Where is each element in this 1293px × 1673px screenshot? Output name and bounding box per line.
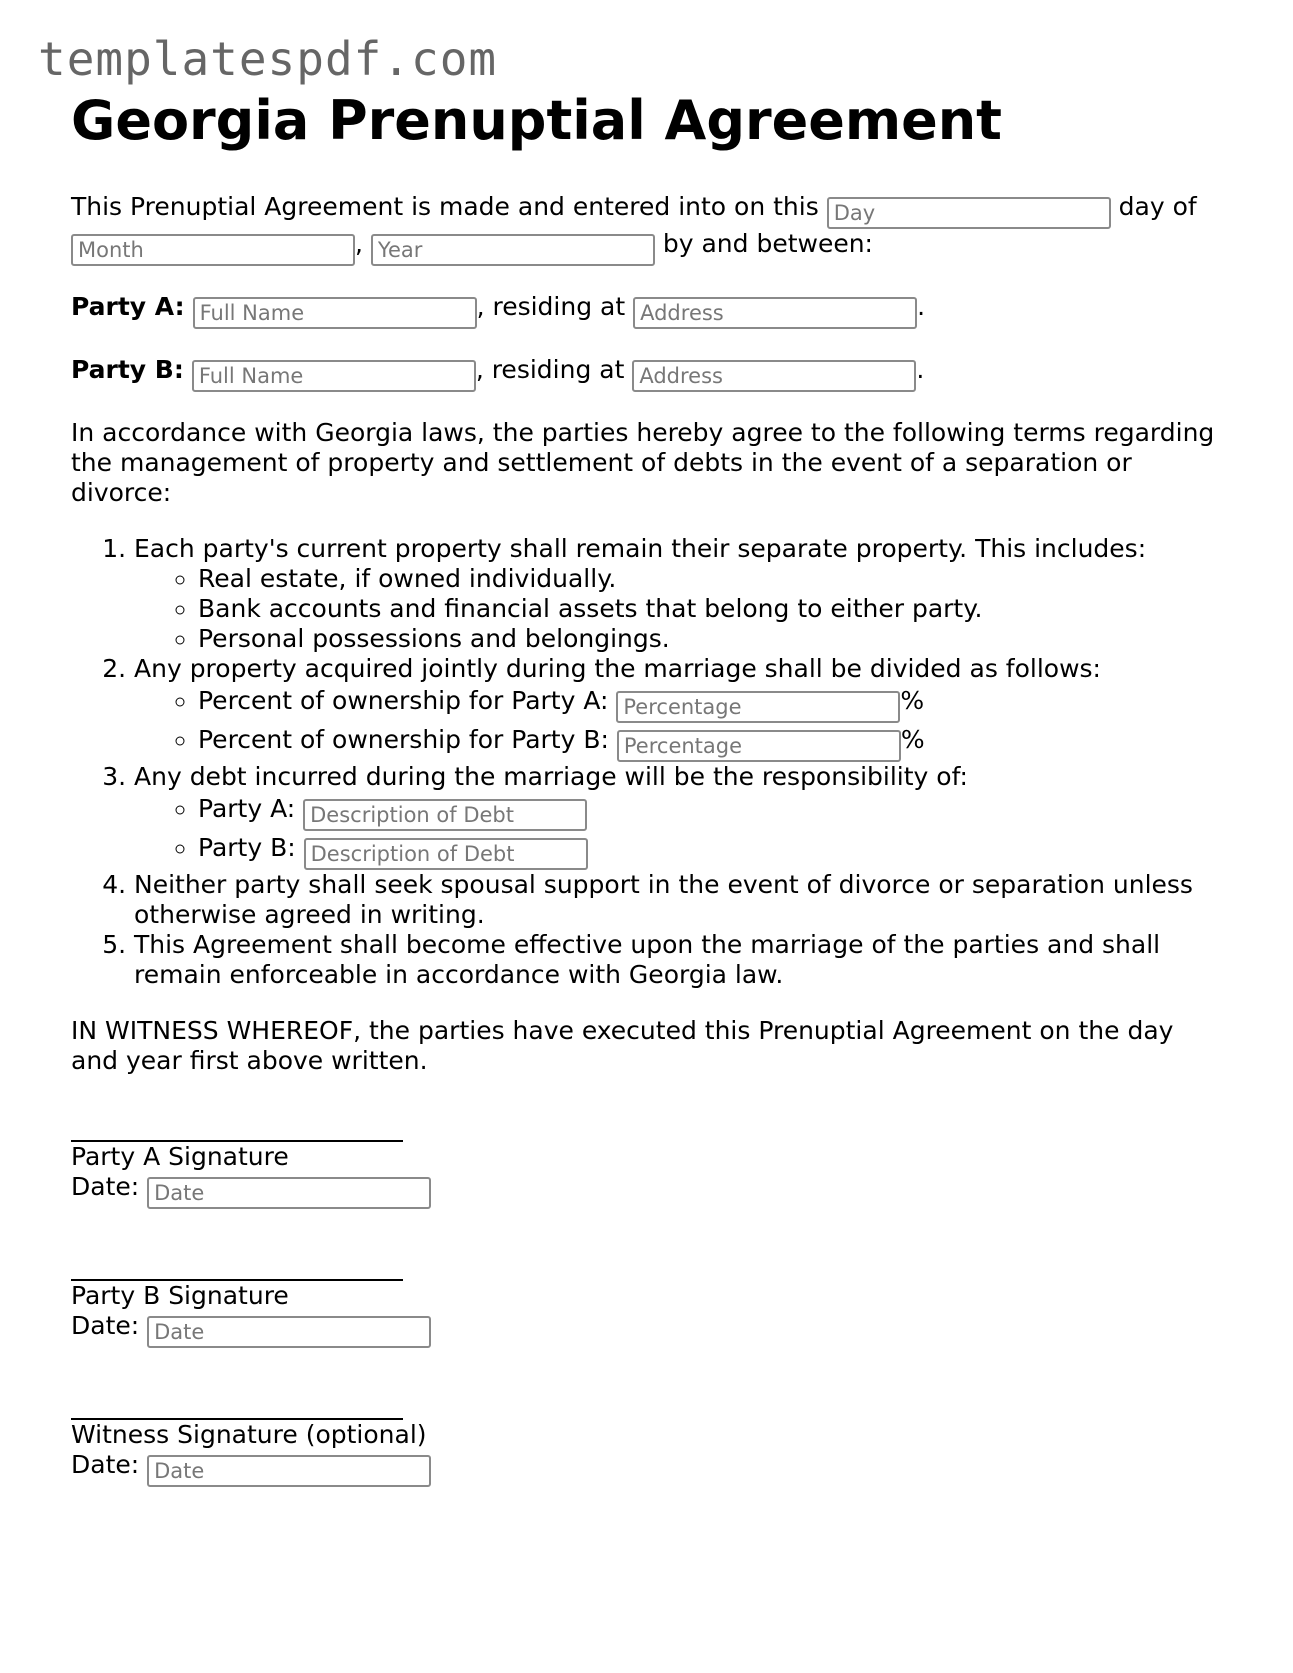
recital-paragraph: In accordance with Georgia laws, the parties hereby agree to the following terms regarding the management of property and settlement of debts in the event of a separation or divorce:: [71, 418, 1215, 507]
party-a-signature-label: Party A Signature: [71, 1142, 289, 1171]
agreement-form: [71, 88, 1221, 1487]
page-title: Georgia Prenuptial Agreement: [71, 89, 1002, 152]
term-3-text: Any debt incurred during the marriage will be the responsibility of:: [134, 762, 968, 791]
party-a-label: Party A:: [71, 292, 185, 321]
party-a-date-input[interactable]: [147, 1177, 431, 1209]
party-b-percentage-input[interactable]: [617, 730, 901, 762]
term-2-sublist: [134, 684, 1221, 762]
term-3: [134, 762, 1221, 870]
party-a-name-input[interactable]: [193, 297, 477, 329]
term-3-party-b-label: Party B:: [198, 833, 296, 862]
percent-sign: %: [900, 725, 925, 754]
party-b-debt-input[interactable]: [304, 838, 588, 870]
party-b-residing-text: , residing at: [475, 355, 625, 384]
party-b-label: Party B:: [71, 355, 184, 384]
witness-signature-line[interactable]: [71, 1392, 403, 1420]
term-3-party-a-label: Party A:: [198, 794, 296, 823]
party-b-signature-label: Party B Signature: [71, 1281, 289, 1310]
intro-text-end: by and between:: [662, 229, 873, 258]
party-a-residing-text: , residing at: [476, 292, 626, 321]
party-a-line: [71, 292, 1221, 329]
party-a-period: .: [917, 292, 926, 321]
intro-text-start: This Prenuptial Agreement is made and entered into on this: [71, 192, 819, 221]
month-input[interactable]: [71, 234, 355, 266]
watermark: templatespdf.com: [38, 32, 498, 86]
term-1-sublist: [134, 564, 1221, 654]
witness-date-input[interactable]: [147, 1455, 431, 1487]
term-5: 5. This Agreement shall become effective upon the marriage of the parties and shall remain enforceable in accordance with Georgia law.: [134, 930, 1221, 990]
intro-comma: ,: [355, 229, 363, 258]
intro-paragraph: [71, 192, 1221, 266]
party-a-debt-input[interactable]: [303, 799, 587, 831]
year-input[interactable]: [371, 234, 655, 266]
term-2-party-a-label: Percent of ownership for Party A:: [198, 686, 609, 715]
terms-list: [71, 534, 1221, 990]
term-2-party-b: [198, 723, 1221, 762]
date-label: Date:: [71, 1172, 140, 1201]
term-2: [134, 654, 1221, 762]
party-b-signature-block: [71, 1253, 1221, 1348]
party-a-percentage-input[interactable]: [616, 691, 900, 723]
witness-signature-block: [71, 1392, 1221, 1487]
term-2-party-b-label: Percent of ownership for Party B:: [198, 725, 609, 754]
term-3-sublist: [134, 792, 1221, 870]
term-1-text: Each party's current property shall remain their separate property. This includes:: [134, 534, 1147, 563]
term-1: [134, 534, 1221, 654]
party-a-address-input[interactable]: [633, 297, 917, 329]
party-b-address-input[interactable]: [632, 360, 916, 392]
date-label: Date:: [71, 1450, 140, 1479]
party-b-signature-line[interactable]: [71, 1253, 403, 1281]
term-3-party-b: [198, 831, 1221, 870]
term-2-party-a: [198, 684, 1221, 723]
term-3-party-a: [198, 792, 1221, 831]
witness-signature-label: Witness Signature (optional): [71, 1420, 427, 1449]
witness-statement: IN WITNESS WHEREOF, the parties have executed this Prenuptial Agreement on the day and year first above written.: [71, 1016, 1174, 1075]
term-4: 4. Neither party shall seek spousal support in the event of divorce or separation unless otherwise agreed in writing.: [134, 870, 1221, 930]
party-a-signature-block: [71, 1114, 1221, 1209]
party-b-date-input[interactable]: [147, 1316, 431, 1348]
intro-text-dayof: day of: [1118, 192, 1197, 221]
party-b-line: [71, 355, 1221, 392]
party-b-period: .: [916, 355, 925, 384]
term-1-subitem: ◦ Real estate, if owned individually.: [198, 564, 1221, 594]
date-label: Date:: [71, 1311, 140, 1340]
term-2-text: Any property acquired jointly during the marriage shall be divided as follows:: [134, 654, 1101, 683]
party-b-name-input[interactable]: [192, 360, 476, 392]
day-input[interactable]: [827, 197, 1111, 229]
term-1-subitem: ◦ Bank accounts and financial assets that belong to either party.: [198, 594, 1221, 624]
party-a-signature-line[interactable]: [71, 1114, 403, 1142]
term-1-subitem: ◦ Personal possessions and belongings.: [198, 624, 1221, 654]
percent-sign: %: [900, 686, 925, 715]
